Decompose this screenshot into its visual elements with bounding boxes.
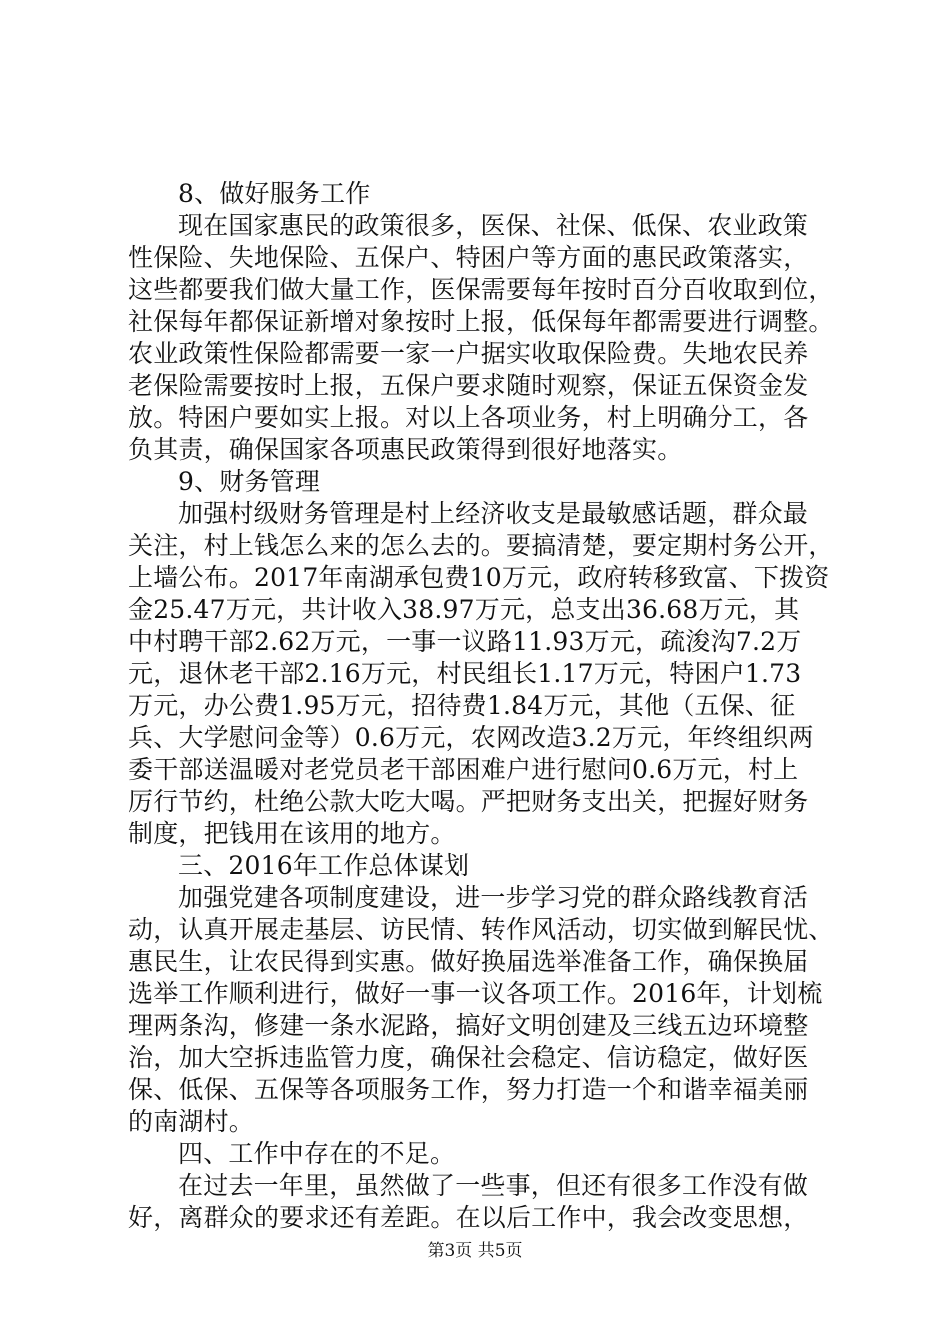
paragraph-line: 性保险、失地保险、五保户、特困户等方面的惠民政策落实， (128, 243, 809, 272)
paragraph-line: 选举工作顺利进行，做好一事一议各项工作。2016年，计划梳 (128, 979, 823, 1008)
paragraph-line: 治，加大空拆违监管力度，确保社会稳定、信访稳定，做好医 (128, 1043, 809, 1072)
paragraph-line: 金25.47万元，共计收入38.97万元，总支出36.68万元，其 (128, 595, 800, 624)
paragraph-line: 好，离群众的要求还有差距。在以后工作中，我会改变思想， (128, 1203, 809, 1232)
section-heading: 8、做好服务工作 (178, 179, 371, 208)
document-body (128, 178, 840, 1234)
section-heading: 四、工作中存在的不足。 (178, 1139, 456, 1168)
paragraph-line: 的南湖村。 (128, 1107, 255, 1136)
paragraph-line: 中村聘干部2.62万元，一事一议路11.93万元，疏浚沟7.2万 (128, 627, 802, 656)
paragraph-line: 放。特困户要如实上报。对以上各项业务，村上明确分工，各 (128, 403, 809, 432)
paragraph-line: 动，认真开展走基层、访民情、转作风活动，切实做到解民忧、 (128, 915, 834, 944)
paragraph-line: 上墙公布。2017年南湖承包费10万元，政府转移致富、下拨资 (128, 563, 830, 592)
section-heading: 三、2016年工作总体谋划 (178, 851, 470, 880)
paragraph-line: 负其责，确保国家各项惠民政策得到很好地落实。 (128, 435, 683, 464)
paragraph-line: 这些都要我们做大量工作，医保需要每年按时百分百收取到位， (128, 275, 834, 304)
paragraph-line: 老保险需要按时上报，五保户要求随时观察，保证五保资金发 (128, 371, 809, 400)
page-footer: 第3页 共5页 (427, 1241, 523, 1261)
paragraph-line: 兵、大学慰问金等）0.6万元，农网改造3.2万元，年终组织两 (128, 723, 814, 752)
paragraph-line: 农业政策性保险都需要一家一户据实收取保险费。失地农民养 (128, 339, 809, 368)
paragraph-line: 制度，把钱用在该用的地方。 (128, 819, 456, 848)
section-heading: 9、财务管理 (178, 467, 321, 496)
paragraph-line: 元，退休老干部2.16万元，村民组长1.17万元，特困户1.73 (128, 659, 802, 688)
paragraph-line: 现在国家惠民的政策很多，医保、社保、低保、农业政策 (178, 211, 809, 240)
paragraph-line: 万元，办公费1.95万元，招待费1.84万元，其他（五保、征 (128, 691, 796, 720)
paragraph-line: 保、低保、五保等各项服务工作，努力打造一个和谐幸福美丽 (128, 1075, 809, 1104)
paragraph-line: 加强村级财务管理是村上经济收支是最敏感话题，群众最 (178, 499, 809, 528)
paragraph-line: 厉行节约，杜绝公款大吃大喝。严把财务支出关，把握好财务 (128, 787, 809, 816)
paragraph-line: 理两条沟，修建一条水泥路，搞好文明创建及三线五边环境整 (128, 1011, 809, 1040)
paragraph-line: 惠民生，让农民得到实惠。做好换届选举准备工作，确保换届 (128, 947, 809, 976)
paragraph-line: 社保每年都保证新增对象按时上报，低保每年都需要进行调整。 (128, 307, 834, 336)
paragraph-line: 在过去一年里，虽然做了一些事，但还有很多工作没有做 (178, 1171, 809, 1200)
paragraph-line: 关注，村上钱怎么来的怎么去的。要搞清楚，要定期村务公开， (128, 531, 834, 560)
paragraph-line: 加强党建各项制度建设，进一步学习党的群众路线教育活 (178, 883, 809, 912)
paragraph-line: 委干部送温暖对老党员老干部困难户进行慰问0.6万元，村上 (128, 755, 799, 784)
